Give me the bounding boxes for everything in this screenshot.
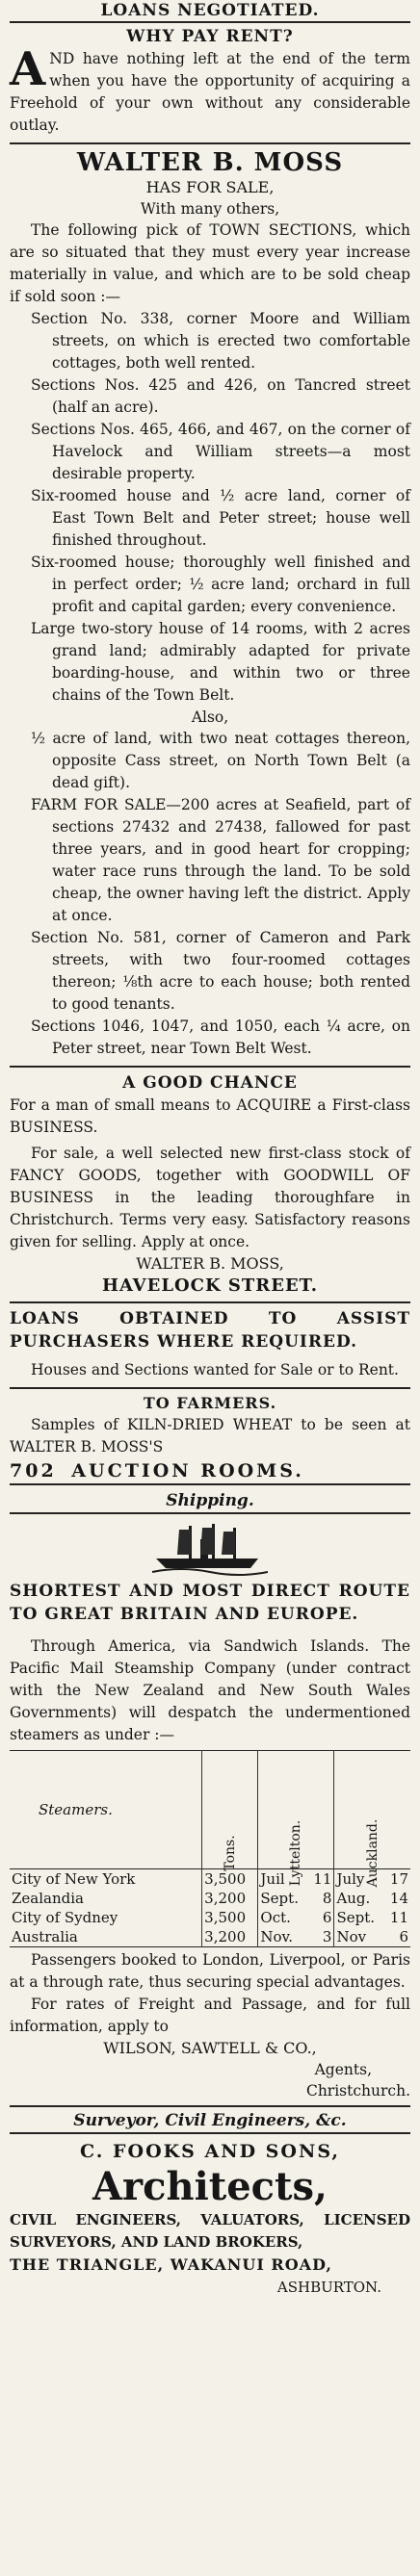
surveyors-title: Surveyor, Civil Engineers, &c. [73, 2111, 347, 2130]
architects-title: Architects, [92, 2164, 328, 2209]
loans-heading: LOANS OBTAINED TO ASSIST PURCHASERS WHERE REQUIRED. [10, 1309, 410, 1352]
loans-negotiated-heading: LOANS NEGOTIATED. [100, 1, 320, 20]
list-item: ½ acre of land, with two neat cottages thereon, opposite Cass street, on North Town Belt (a dead gift). [31, 730, 410, 791]
divider [10, 2132, 410, 2134]
agent-city: Christchurch. [305, 2082, 410, 2099]
why-pay-rent-heading: WHY PAY RENT? [126, 27, 294, 46]
dropcap: A [10, 42, 46, 96]
advertiser-name: WALTER B. MOSS [76, 148, 344, 177]
list-item: Section No. 338, corner Moore and William streets, on which is erected two comfortable cottages, both well rented. [31, 310, 410, 372]
shipping-body: Through America, via Sandwich Islands. The Pacific Mail Steamship Company (under contract with the New Zealand and New South Wales Governments) will despatch the undermentioned steamers as under :— [10, 1637, 410, 1743]
surveyors-section [10, 2107, 410, 2298]
good-chance-body: For sale, a well selected new first-class stock of FANCY GOODS, together with GOODWILL OF BUSINESS in the leading thoroughfare in Christchurch. Terms very easy. Satisfactory reasons given for selling. Apply at once. [10, 1145, 410, 1250]
farmers-heading: TO FARMERS. [143, 1394, 277, 1412]
freight-text: For rates of Freight and Passage, and for full information, apply to [10, 1996, 410, 2035]
passengers-text: Passengers booked to London, Liverpool, or Paris at a through rate, thus securing special advantages. [10, 1951, 410, 1991]
list-item: Six-roomed house and ½ acre land, corner of East Town Belt and Peter street; house well finished throughout. [31, 487, 410, 549]
steamer-table [10, 1750, 410, 1947]
why-pay-rent-ad [10, 23, 410, 137]
moss-ad [10, 144, 410, 1060]
also-label: Also, [191, 708, 229, 726]
has-for-sale: HAS FOR SALE, [145, 178, 275, 196]
with-many-others: With many others, [140, 200, 280, 218]
list-item: FARM FOR SALE—200 acres at Seafield, part of sections 27432 and 27438, fallowed for past three years, and in good heart for cropping; water race runs through the land. To be sold cheap, the owner having left the district. Apply at once. [31, 796, 410, 924]
table-row: Australia 3,200 Nov. 3 Nov 6 [12, 1928, 408, 1945]
shipping-section [10, 1485, 410, 2101]
good-chance-ad [10, 1068, 410, 1298]
loans-ad [10, 1303, 410, 1381]
shipping-title: Shipping. [166, 1491, 254, 1510]
agents-label: Agents, [314, 2061, 372, 2078]
table-header-row [10, 1751, 410, 1869]
column-header: Auckland. [334, 1751, 410, 1869]
list-item: Sections Nos. 425 and 426, on Tancred street (half an acre). [31, 376, 410, 416]
shipping-headline: SHORTEST AND MOST DIRECT ROUTE TO GREAT BRITAIN AND EUROPE. [10, 1582, 410, 1624]
signature-name: WALTER B. MOSS, [136, 1254, 284, 1273]
town-name: ASHBURTON. [276, 2279, 381, 2296]
good-chance-heading: A GOOD CHANCE [122, 1073, 298, 1093]
services-line: CIVIL ENGINEERS, VALUATORS, LICENSED SURVEYORS, AND LAND BROKERS, [10, 2211, 410, 2251]
column-header: Lyttelton. [258, 1751, 334, 1869]
auction-rooms: AUCTION ROOMS. [71, 1460, 304, 1481]
table-row: City of Sydney 3,500 Oct. 6 Sept. 11 [12, 1909, 408, 1926]
list-item: Sections Nos. 465, 466, and 467, on the corner of Havelock and William streets—a most desirable property. [31, 421, 410, 482]
agent-name: WILSON, SAWTELL & CO., [103, 2039, 317, 2057]
signature-street: HAVELOCK STREET. [101, 1275, 319, 1296]
list-item: Section No. 581, corner of Cameron and Park streets, with two four-roomed cottages thereon; ⅛th acre to each house; both rented to good tenants. [31, 929, 410, 1013]
address-line: THE TRIANGLE, WAKANUI ROAD, [10, 2255, 332, 2274]
list-item: Six-roomed house; thoroughly well finished and in perfect order; ½ acre land; orchard in full profit and capital garden; every convenience. [31, 554, 410, 615]
list-item: Sections 1046, 1047, and 1050, each ¼ acre, on Peter street, near Town Belt West. [31, 1018, 410, 1057]
moss-intro: The following pick of TOWN SECTIONS, which are so situated that they must every year increase materially in value, and which are to be sold cheap if sold soon :— [10, 221, 410, 305]
column-header: Tons. [202, 1751, 258, 1869]
good-chance-sub: For a man of small means to ACQUIRE a First-class BUSINESS. [10, 1096, 410, 1136]
list-item: Large two-story house of 14 rooms, with 2 acres grand land; admirably adapted for private boarding-house, and within two or three chains of the Town Belt. [31, 620, 410, 704]
farmers-ad [10, 1389, 410, 1483]
firm-name: C. FOOKS AND SONS, [80, 2141, 340, 2162]
farmers-text: Samples of KILN-DRIED WHEAT to be seen at WALTER B. MOSS'S [10, 1416, 410, 1455]
table-row: City of New York 3,500 Juil 11 July 17 [12, 1870, 408, 1888]
why-pay-rent-text: AND have nothing left at the end of the term when you have the opportunity of acquiring a Freehold of your own without any considerable outlay. [10, 42, 410, 134]
auction-number: 702 [10, 1460, 57, 1481]
steamship-icon [152, 1518, 268, 1576]
column-header: Steamers. [39, 1801, 113, 1818]
houses-wanted: Houses and Sections wanted for Sale or to Rent. [31, 1361, 399, 1378]
divider [10, 1512, 410, 1514]
auction-rooms-line [10, 1458, 410, 1483]
table-row: Zealandia 3,200 Sept. 8 Aug. 14 [12, 1890, 408, 1907]
